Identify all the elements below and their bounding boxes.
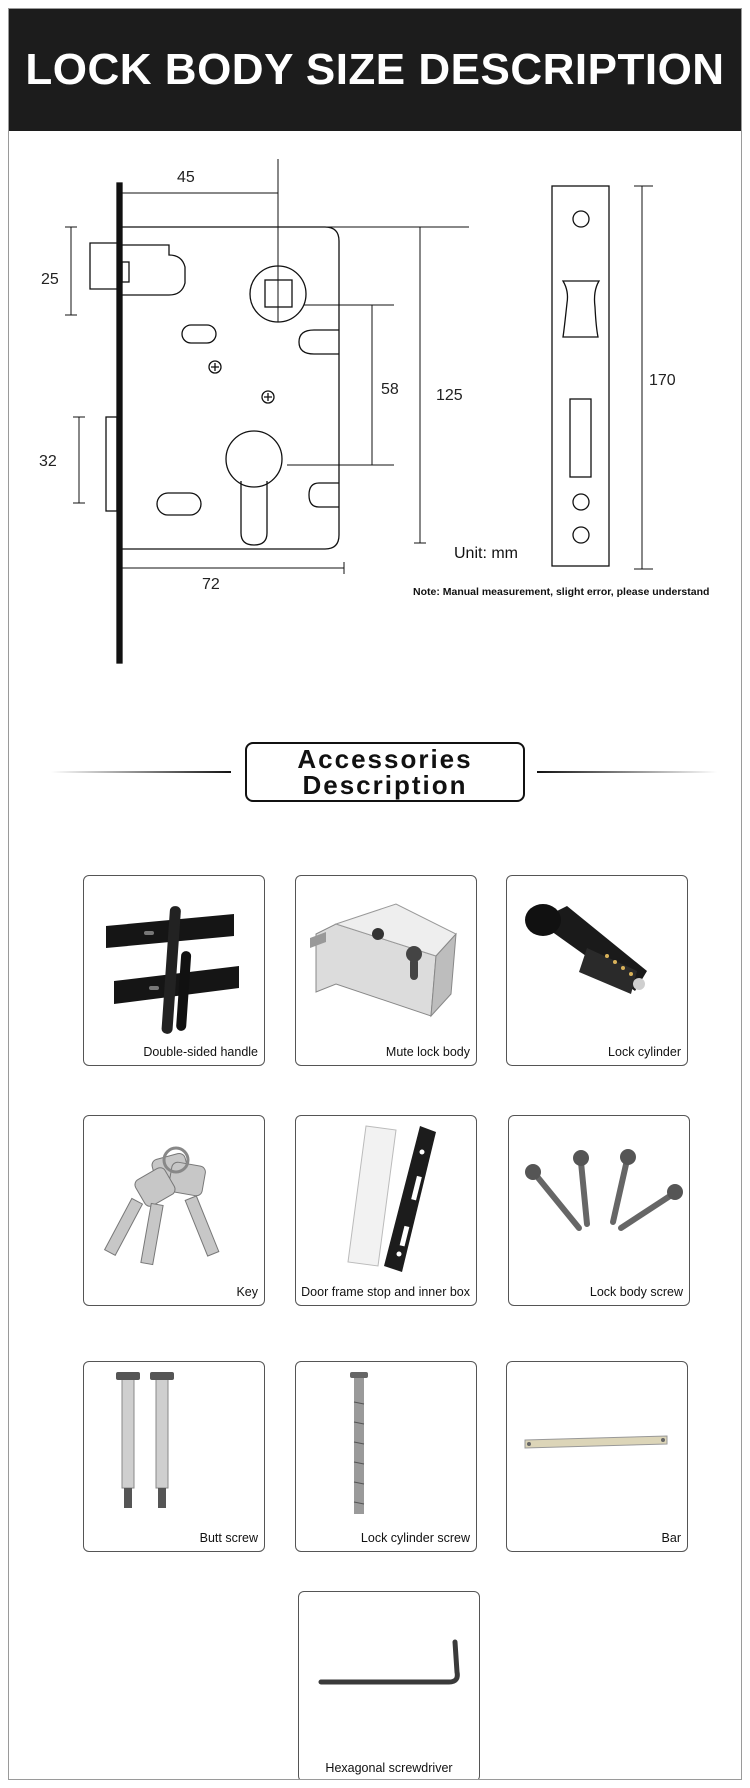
lock-body-icon xyxy=(296,876,475,1036)
accessory-label: Double-sided handle xyxy=(143,1045,258,1059)
accessory-card-key xyxy=(83,1115,265,1306)
page-title: LOCK BODY SIZE DESCRIPTION xyxy=(25,45,725,94)
hex-key-icon xyxy=(299,1592,478,1752)
handle-icon xyxy=(84,876,263,1036)
accessory-card-handle xyxy=(83,875,265,1066)
accessory-label: Lock cylinder screw xyxy=(360,1531,470,1545)
butt-screw-icon xyxy=(84,1362,263,1522)
note-text: Note: Manual measurement, slight error, please understand xyxy=(413,586,710,598)
key-icon xyxy=(84,1116,263,1276)
accessory-card-screw xyxy=(508,1115,690,1306)
accessory-label: Butt screw xyxy=(199,1531,258,1545)
page-frame xyxy=(8,8,742,1780)
accessory-card-bar xyxy=(506,1361,688,1552)
lock-dimension-drawing xyxy=(9,131,741,691)
accessory-label: Lock body screw xyxy=(589,1285,683,1299)
screw-icon xyxy=(509,1116,688,1276)
strike-plate-icon xyxy=(296,1116,475,1276)
accessory-card-lock-body xyxy=(295,875,477,1066)
accessory-label: Hexagonal screwdriver xyxy=(325,1761,453,1775)
unit-label: Unit: mm xyxy=(454,545,518,562)
dim-center: 58 xyxy=(381,381,399,398)
cylinder-icon xyxy=(507,876,686,1036)
long-screw-icon xyxy=(296,1362,475,1522)
bar-icon xyxy=(507,1362,686,1522)
dim-bolt: 32 xyxy=(39,453,57,470)
accessory-card-hex-key xyxy=(298,1591,480,1780)
faceplate-drawing xyxy=(552,186,609,566)
divider-right xyxy=(537,771,717,773)
faceplate-bar xyxy=(117,183,122,663)
dim-backset: 45 xyxy=(177,169,195,186)
accessory-label: Mute lock body xyxy=(385,1045,470,1059)
dim-height: 125 xyxy=(436,387,463,404)
dim-faceplate: 170 xyxy=(649,372,676,389)
dim-latch: 25 xyxy=(41,271,59,288)
divider-left xyxy=(51,771,231,773)
accessory-card-butt-screw xyxy=(83,1361,265,1552)
accessory-card-cylinder xyxy=(506,875,688,1066)
dim-width: 72 xyxy=(202,576,220,593)
accessory-label: Door frame stop and inner box xyxy=(301,1285,470,1299)
lock-case-outline xyxy=(122,227,339,549)
accessory-card-strike xyxy=(295,1115,477,1306)
cylinder-cutout xyxy=(226,431,282,487)
title-banner xyxy=(9,9,741,131)
accessories-title-line2: Description xyxy=(302,770,468,800)
deadbolt xyxy=(106,417,117,511)
accessories-title xyxy=(245,742,525,802)
accessories-title-line1: Accessories xyxy=(297,744,473,774)
accessory-label: Lock cylinder xyxy=(608,1045,681,1059)
accessory-label: Bar xyxy=(661,1531,681,1545)
accessory-label: Key xyxy=(236,1285,258,1299)
latch-bolt xyxy=(90,243,185,295)
accessory-card-long-screw xyxy=(295,1361,477,1552)
